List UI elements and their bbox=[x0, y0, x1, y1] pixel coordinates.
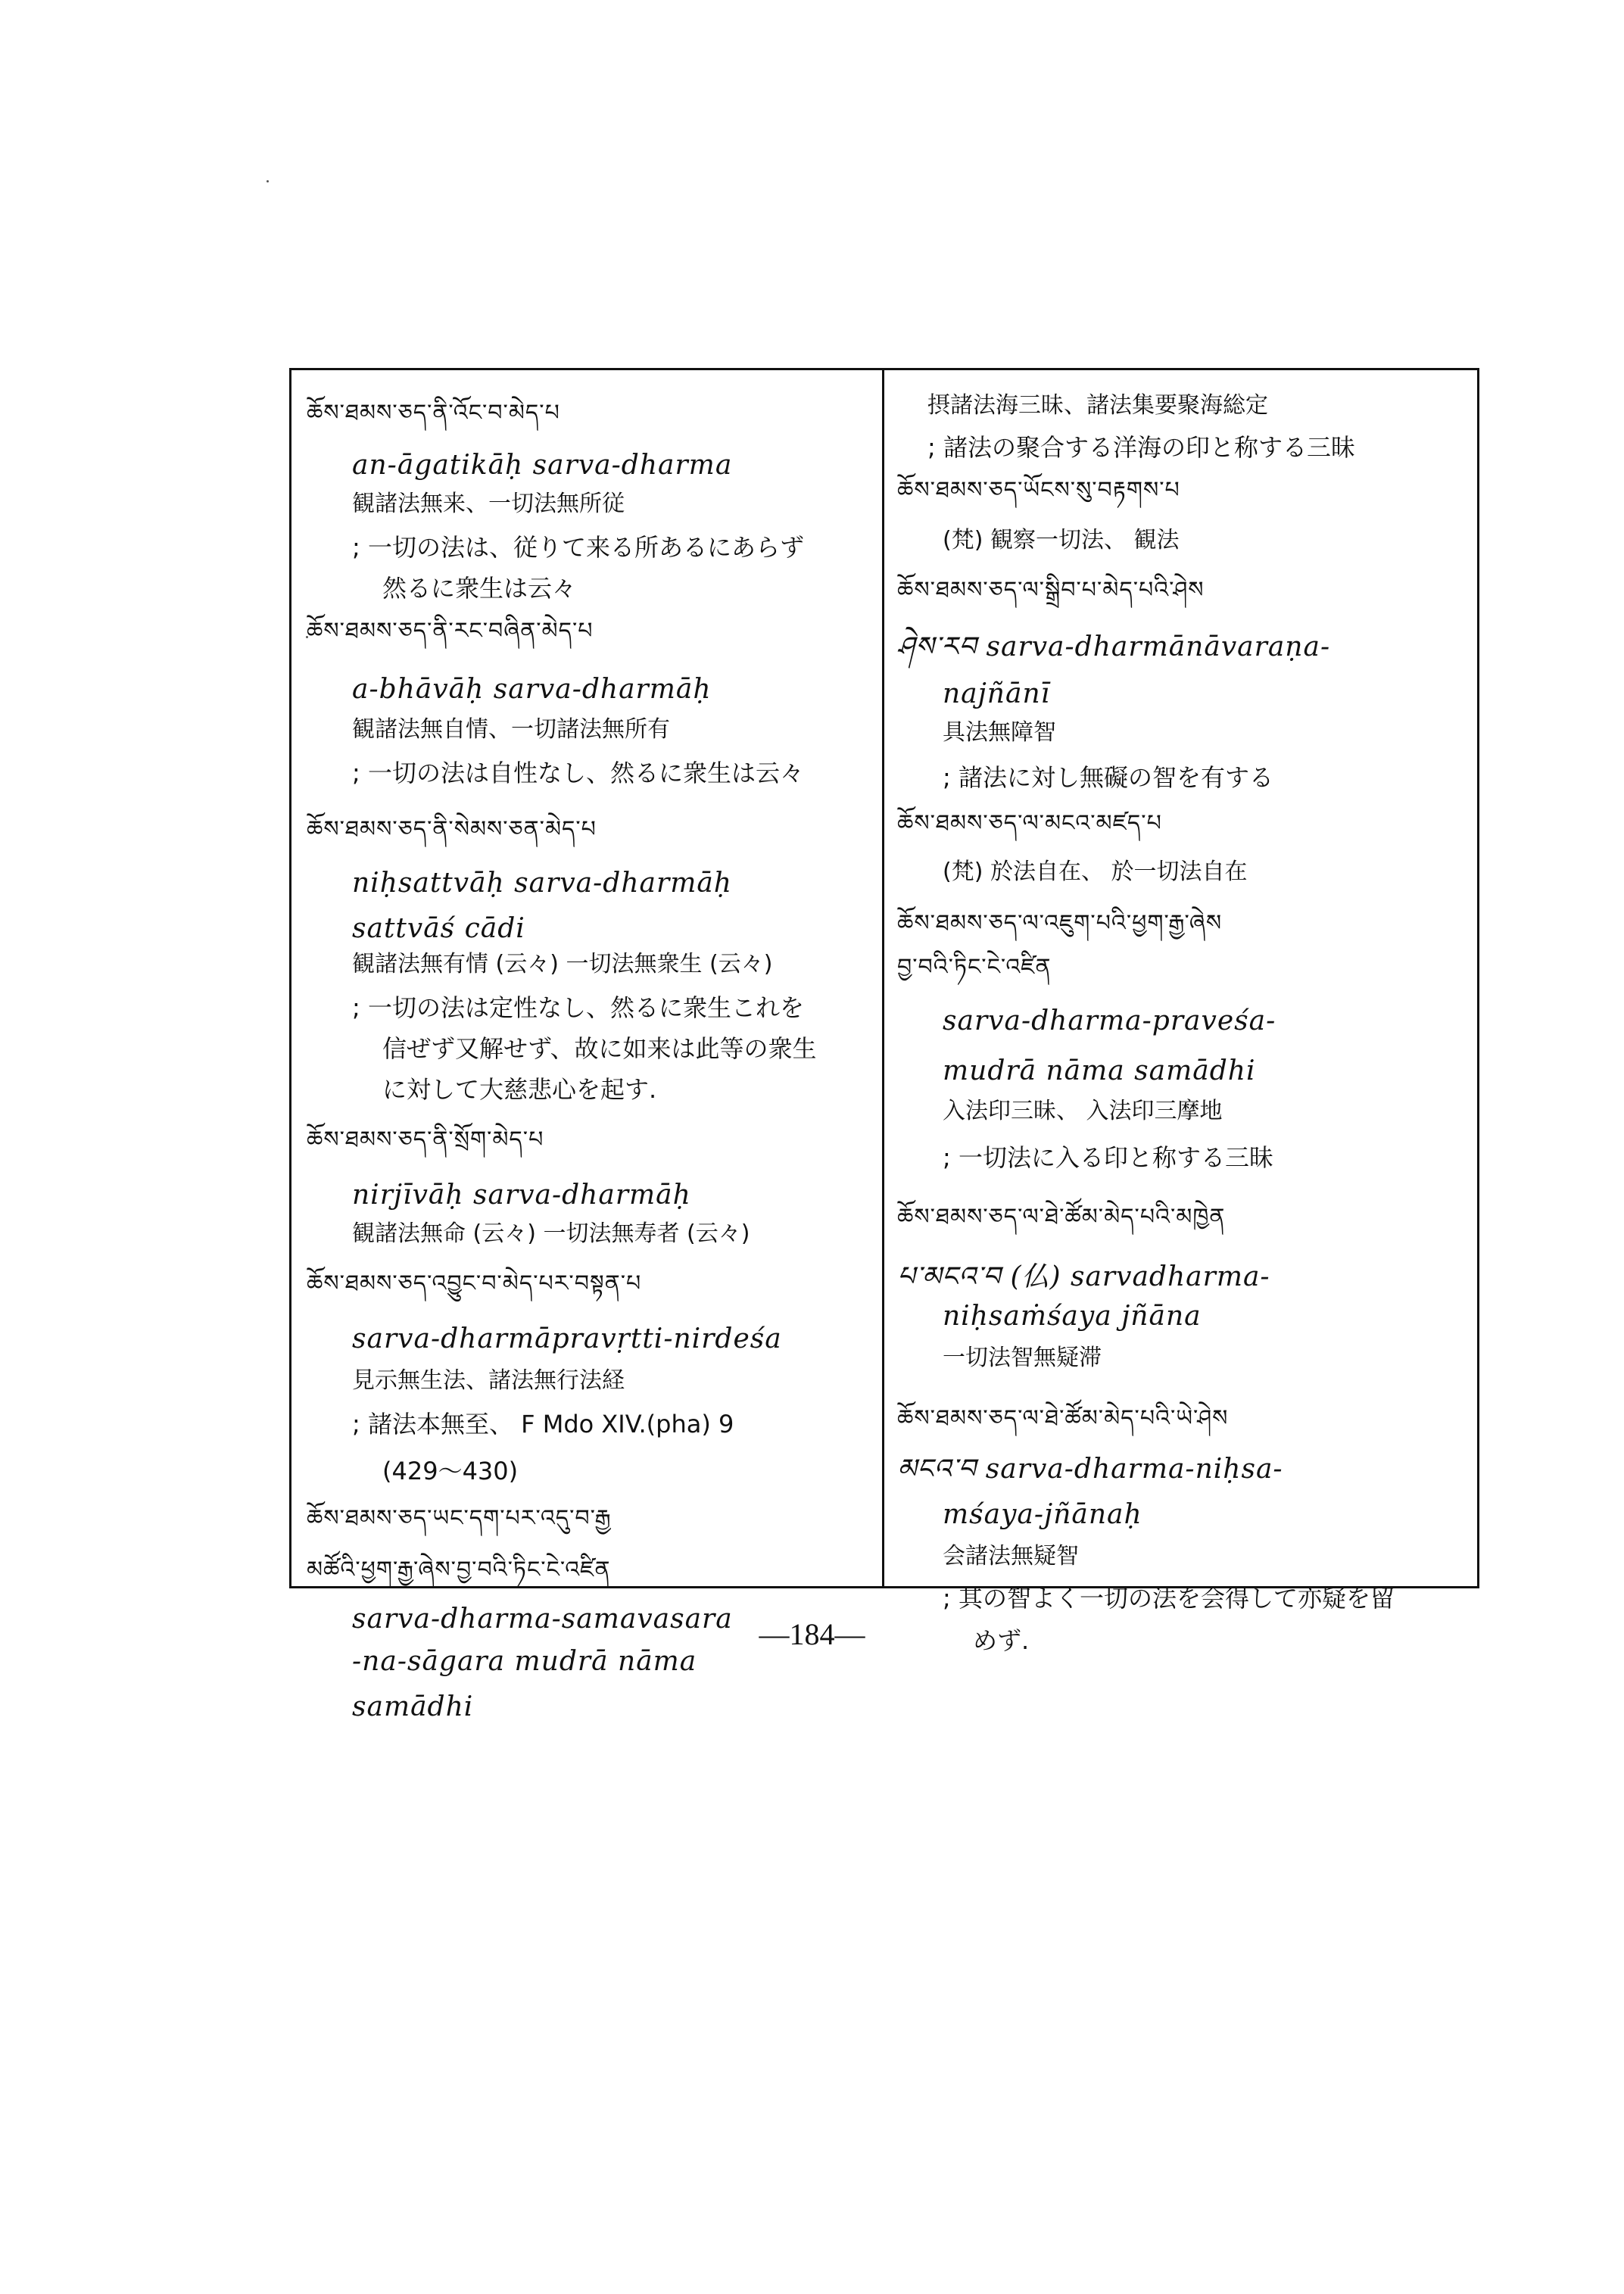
left-note-line: 然るに衆生は云々 bbox=[382, 574, 577, 603]
page-number: —184— bbox=[759, 1617, 865, 1651]
right-cjk-line: 入法印三昧、 入法印三摩地 bbox=[943, 1098, 1223, 1124]
right-note-line: めず. bbox=[973, 1626, 1030, 1655]
right-skt-line: najñānī bbox=[943, 678, 1051, 709]
left-tib-line: ཆོས་ཐམས་ཅད་ནི་འོང་བ་མེད་པ bbox=[307, 400, 560, 426]
left-skt-line: sarva-dharma-samavasara bbox=[352, 1604, 733, 1635]
left-cjk-line: 観諸法無命 (云々) 一切法無寿者 (云々) bbox=[352, 1220, 750, 1247]
left-note-line: ; 一切の法は定性なし、然るに衆生これを bbox=[352, 993, 804, 1022]
left-skt-line: sarva-dharmāpravṛtti-nirdeśa bbox=[352, 1323, 782, 1354]
left-tib-line: ཆོས་ཐམས་ཅད་ནི་སྲོག་མེད་པ bbox=[307, 1127, 544, 1153]
right-skt-line: niḥsaṁśaya jñāna bbox=[943, 1301, 1202, 1332]
right-skt-line: མངའ་བ sarva-dharma-niḥsa- bbox=[897, 1454, 1283, 1485]
left-tib-line: ཆོས་ཐམས་ཅད་ཡང་དག་པར་འདུ་བ་རྒྱ bbox=[307, 1505, 612, 1532]
left-tib-line: མཚོའི་ཕྱག་རྒྱ་ཞེས་བྱ་བའི་ཏིང་ངེ་འཛིན bbox=[307, 1557, 611, 1583]
left-tib-line: ཆོས་ཐམས་ཅད་ནི་སེམས་ཅན་མེད་པ bbox=[307, 816, 597, 843]
left-skt-line: an-āgatikāḥ sarva-dharma bbox=[352, 450, 733, 481]
right-skt-line: mudrā nāma samādhi bbox=[943, 1055, 1256, 1086]
left-note-line: 信ぜず又解せず、故に如来は此等の衆生 bbox=[382, 1034, 817, 1063]
right-column bbox=[897, 370, 1465, 1655]
left-skt-line: -na-sāgara mudrā nāma bbox=[352, 1646, 697, 1677]
left-tib-line: ཆོས་ཐམས་ཅད་ནི་རང་བཞིན་མེད་པ bbox=[307, 618, 594, 644]
left-cjk-line: 観諸法無自情、一切諸法無所有 bbox=[352, 716, 670, 743]
left-note-line: に対して大慈悲心を起す. bbox=[382, 1075, 657, 1104]
left-cjk-line: 観諸法無有情 (云々) 一切法無衆生 (云々) bbox=[352, 951, 773, 977]
left-tib-line: ཆོས་ཐམས་ཅད་འབྱུང་བ་མེད་པར་བསྟན་པ bbox=[307, 1270, 642, 1297]
left-cjk-line: 観諸法無来、一切法無所従 bbox=[352, 491, 625, 517]
right-cjk-line: (梵) 観察一切法、 観法 bbox=[943, 527, 1180, 553]
right-cjk-line: 具法無障智 bbox=[943, 719, 1056, 746]
right-tib-line: ཆོས་ཐམས་ཅད་ལ་སྒྲིབ་པ་མེད་པའི་ཤེས bbox=[897, 577, 1205, 603]
left-skt-line: niḥsattvāḥ sarva-dharmāḥ bbox=[352, 868, 732, 899]
right-skt-line: པ་མངའ་བ (仏) sarvadharma- bbox=[897, 1261, 1270, 1292]
right-skt-line: mśaya-jñānaḥ bbox=[943, 1499, 1142, 1530]
right-tib-line: ཆོས་ཐམས་ཅད་ལ་ཐེ་ཚོམ་མེད་པའི་མཁྱེན bbox=[897, 1204, 1226, 1230]
column-divider bbox=[882, 370, 884, 1586]
right-note-line: ; 諸法の聚合する洋海の印と称する三昧 bbox=[927, 433, 1355, 462]
right-skt-line: ཤེས་རབ sarva-dharmānāvaraṇa- bbox=[897, 631, 1331, 662]
left-note-line: ; 諸法本無至、 F Mdo XIV.(pha) 9 bbox=[352, 1410, 734, 1438]
right-tib-line: ཆོས་ཐམས་ཅད་ལ་འཇུག་པའི་ཕྱག་རྒྱ་ཞེས bbox=[897, 910, 1223, 937]
left-skt-line: a-bhāvāḥ sarva-dharmāḥ bbox=[352, 674, 712, 705]
left-note-line: ; 一切の法は、従りて来る所あるにあらず bbox=[352, 533, 804, 562]
right-cjk-line: 摂諸法海三昧、諸法集要聚海総定 bbox=[927, 392, 1268, 419]
left-skt-line: sattvāś cādi bbox=[352, 913, 525, 944]
right-tib-line: ཆོས་ཐམས་ཅད་ལ་མངའ་མཛད་པ bbox=[897, 810, 1162, 837]
left-cjk-line: 見示無生法、諸法無行法経 bbox=[352, 1367, 625, 1394]
right-note-line: ; 其の智よく一切の法を会得して亦疑を留 bbox=[943, 1584, 1395, 1613]
right-cjk-line: 会諸法無疑智 bbox=[943, 1543, 1079, 1569]
left-note-line: (429〜430) bbox=[382, 1457, 519, 1485]
right-tib-line: བྱ་བའི་ཏིང་ངེ་འཛིན bbox=[897, 954, 1052, 980]
right-cjk-line: 一切法智無疑滞 bbox=[943, 1345, 1102, 1371]
right-tib-line: ཆོས་ཐམས་ཅད་ཡོངས་སུ་བརྟགས་པ bbox=[897, 477, 1180, 503]
scan-speck bbox=[267, 180, 269, 182]
left-skt-line: nirjīvāḥ sarva-dharmāḥ bbox=[352, 1180, 691, 1211]
right-skt-line: sarva-dharma-praveśa- bbox=[943, 1005, 1276, 1036]
right-note-line: ; 諸法に対し無礙の智を有する bbox=[943, 763, 1273, 792]
right-note-line: ; 一切法に入る印と称する三昧 bbox=[943, 1143, 1273, 1172]
right-tib-line: ཆོས་ཐམས་ཅད་ལ་ཐེ་ཚོམ་མེད་པའི་ཡེ་ཤེས bbox=[897, 1405, 1229, 1432]
right-cjk-line: (梵) 於法自在、 於一切法自在 bbox=[943, 859, 1248, 885]
left-skt-line: samādhi bbox=[352, 1691, 474, 1722]
left-note-line: ; 一切の法は自性なし、然るに衆生は云々 bbox=[352, 759, 804, 787]
